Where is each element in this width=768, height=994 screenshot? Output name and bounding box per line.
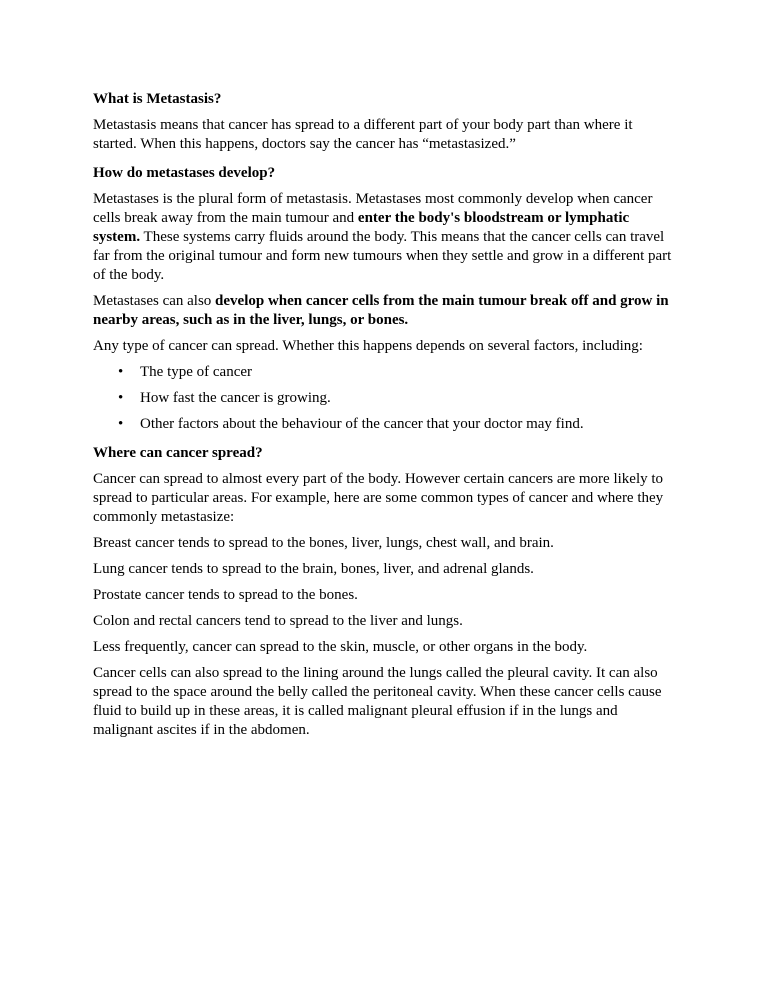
heading-what-is-metastasis: What is Metastasis? [93, 91, 222, 107]
list-item-type-of-cancer: • The type of cancer [140, 363, 675, 382]
list-item-other-factors: • Other factors about the behaviour of the cancer that your doctor may find. [140, 415, 675, 434]
paragraph-breast-cancer: Breast cancer tends to spread to the bones, liver, lungs, chest wall, and brain. [93, 535, 554, 551]
paragraph-develop [93, 190, 675, 285]
paragraph-any-type: Any type of cancer can spread. Whether this happens depends on several factors, including: [93, 338, 643, 354]
paragraph-where-intro: Cancer can spread to almost every part of the body. However certain cancers are more likely to spread to particular areas. For example, here are some common types of cancer and where they commonly metastasize: [93, 471, 664, 525]
list-item-how-fast: • How fast the cancer is growing. [140, 389, 675, 408]
paragraph-develop-bold: enter the body's bloodstream or lymphatic system. [93, 210, 630, 245]
paragraph-also-text-start: Metastases can also [93, 293, 216, 309]
factors-list [93, 363, 675, 434]
paragraph-also-bold: develop when cancer cells from the main tumour break off and grow in nearby areas, such as in the liver, lungs, or bones. [93, 293, 669, 328]
paragraph-develop-text-end: These systems carry fluids around the body. This means that the cancer cells can travel far from the original tumour and form new tumours when they settle and grow in a different part of the body. [93, 229, 672, 283]
paragraph-pleural-cavity: Cancer cells can also spread to the lining around the lungs called the pleural cavity. It can also spread to the space around the belly called the peritoneal cavity. When these cancer cells cause fluid to build up in these areas, it is called malignant pleural effusion if in the lungs and malignant ascites if in the abdomen. [93, 665, 662, 738]
paragraph-develop-text-start: Metastases is the plural form of metastasis. Metastases most commonly develop when cancer cells break away from the main tumour and [93, 191, 653, 226]
paragraph-prostate-cancer: Prostate cancer tends to spread to the bones. [93, 587, 358, 603]
paragraph-lung-cancer: Lung cancer tends to spread to the brain, bones, liver, and adrenal glands. [93, 561, 534, 577]
paragraph-less-frequently: Less frequently, cancer can spread to the skin, muscle, or other organs in the body. [93, 639, 588, 655]
paragraph-intro: Metastasis means that cancer has spread to a different part of your body part than where it started. When this happens, doctors say the cancer has “metastasized.” [93, 117, 633, 152]
heading-where-can-cancer-spread: Where can cancer spread? [93, 445, 263, 461]
paragraph-also-develop [93, 292, 675, 330]
paragraph-colon-rectal-cancer: Colon and rectal cancers tend to spread to the liver and lungs. [93, 613, 463, 629]
heading-how-do-metastases-develop: How do metastases develop? [93, 165, 276, 181]
